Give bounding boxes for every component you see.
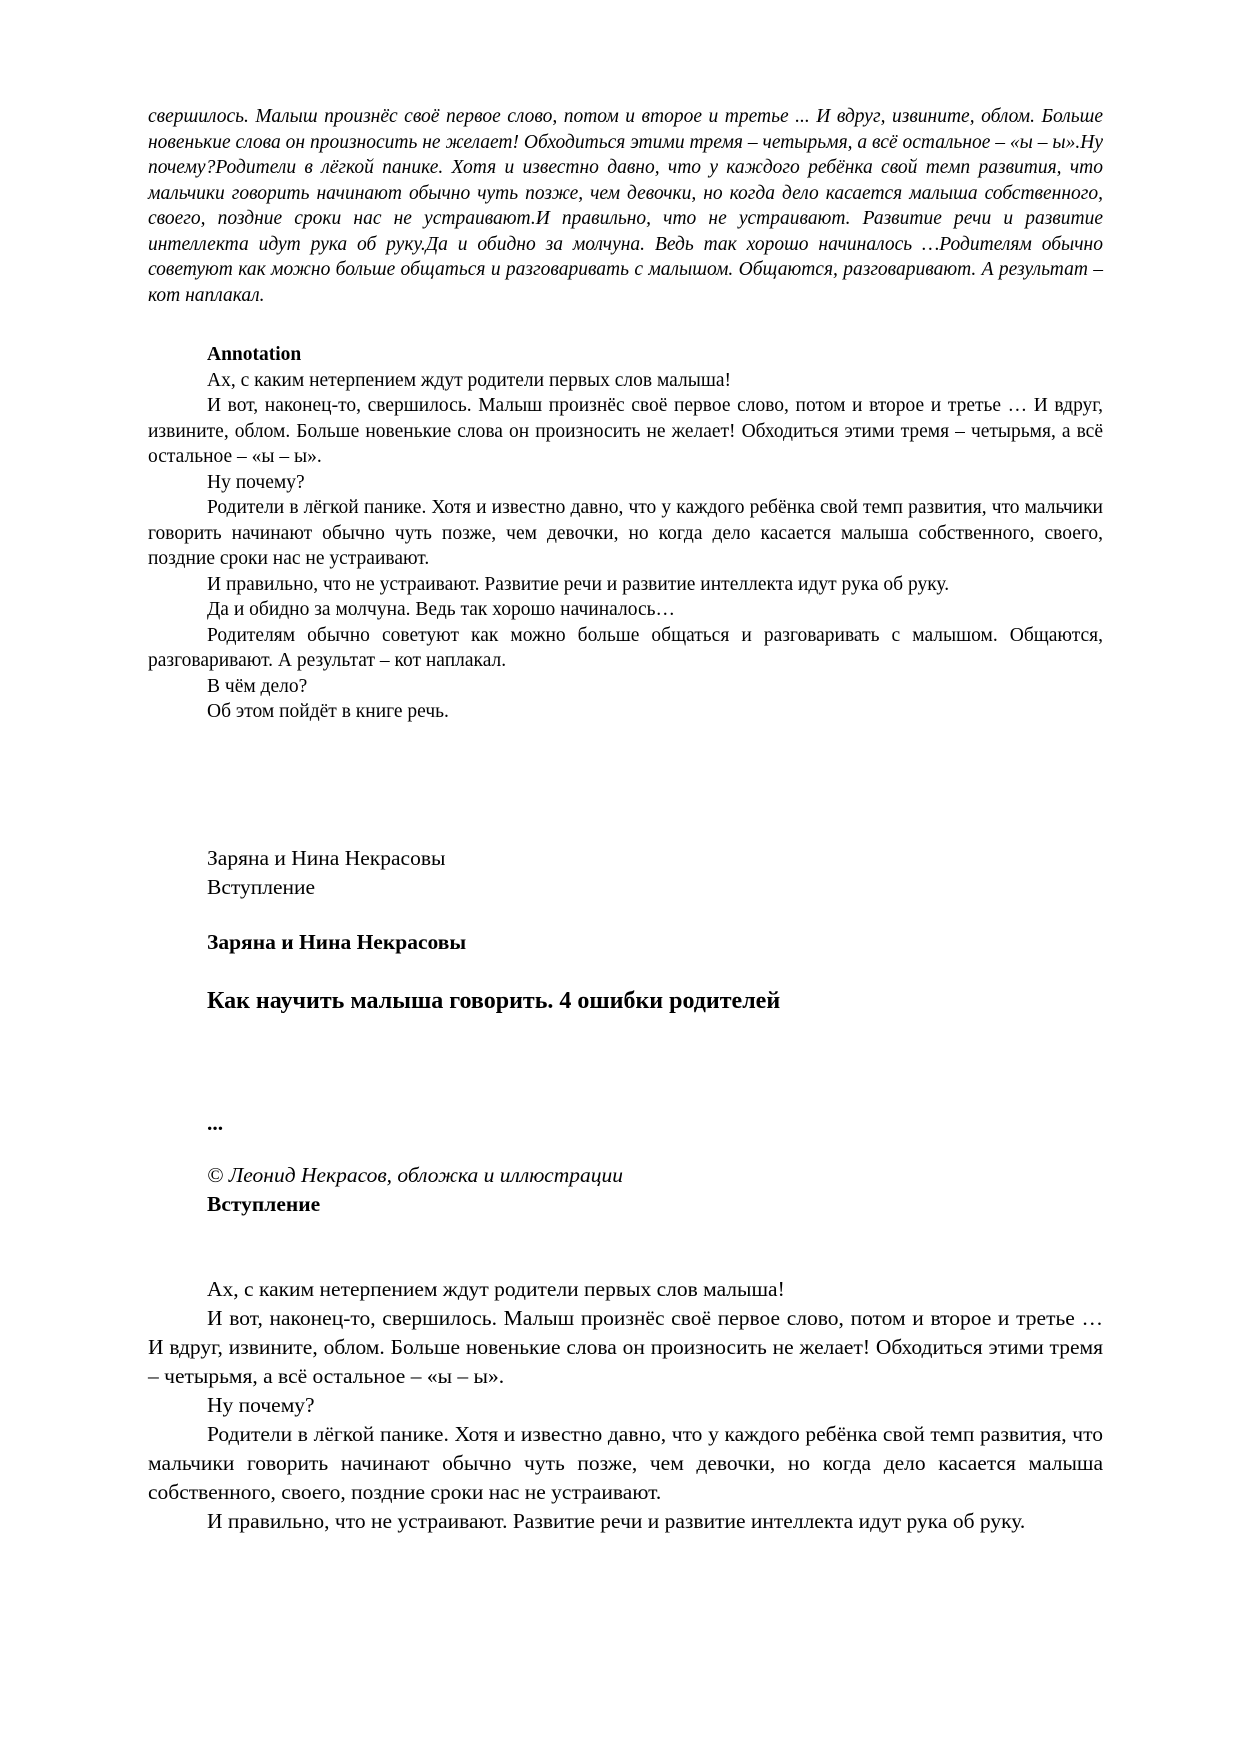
annotation-heading: Annotation <box>207 344 302 365</box>
copyright-line: © Леонид Некрасов, обложка и иллюстрации <box>207 1162 623 1187</box>
annotation-paragraph: Ну почему? <box>207 471 305 493</box>
annotation-paragraph: В чём дело? <box>207 675 308 697</box>
author-heading: Заряна и Нина Некрасовы <box>207 929 467 954</box>
section-separator: ... <box>207 1110 224 1135</box>
intro-paragraph: Ну почему? <box>207 1392 315 1417</box>
continuation-paragraph: свершилось. Малыш произнёс своё первое слово, потом и второе и третье ... И вдруг, извините, облом. Больше новенькие слова он произносить не желает! Обходиться этими тремя – четырьмя, а всё остальное – «ы – ы».Ну почему?Родители в лёгкой панике. Хотя и известно давно, что у каждого ребёнка свой темп развития, что мальчики говорить начинают обычно чуть позже, чем девочки, но когда дело касается малыша собственного, своего, поздние сроки нас не устраивают.И правильно, что не устраивают. Развитие речи и развитие интеллекта идут рука об руку.Да и обидно за молчуна. Ведь так хорошо начиналось …Родителям обычно советуют как можно больше общаться и разговаривать с малышом. Общаются, разговаривают. А результат – кот наплакал. <box>148 106 1103 306</box>
toc-author-line: Заряна и Нина Некрасовы <box>207 845 446 870</box>
intro-paragraph: И вот, наконец-то, свершилось. Малыш произнёс своё первое слово, потом и второе и третье … И вдруг, извините, облом. Больше новенькие слова он произносить не желает! Обходиться этими тремя – четырьмя, а всё остальное – «ы – ы». <box>148 1305 1103 1388</box>
intro-paragraph: Ах, с каким нетерпением ждут родители первых слов малыша! <box>207 1276 785 1301</box>
intro-paragraph: Родители в лёгкой панике. Хотя и известно давно, что у каждого ребёнка свой темп развития, что мальчики говорить начинают обычно чуть позже, чем девочки, но когда дело касается малыша собственного, своего, поздние сроки нас не устраивают. <box>148 1421 1103 1504</box>
intro-heading: Вступление <box>207 1191 321 1216</box>
annotation-paragraph: И вот, наконец-то, свершилось. Малыш произнёс своё первое слово, потом и второе и третье … И вдруг, извините, облом. Больше новенькие слова он произносить не желает! Обходиться этими тремя – четырьмя, а всё остальное – «ы – ы». <box>148 395 1103 467</box>
annotation-paragraph: И правильно, что не устраивают. Развитие речи и развитие интеллекта идут рука об руку. <box>207 573 950 595</box>
annotation-paragraph: Об этом пойдёт в книге речь. <box>207 701 449 722</box>
toc-section-line: Вступление <box>207 874 316 899</box>
intro-paragraph: И правильно, что не устраивают. Развитие речи и развитие интеллекта идут рука об руку. <box>207 1508 1026 1533</box>
annotation-paragraph: Ах, с каким нетерпением ждут родители первых слов малыша! <box>207 369 731 391</box>
annotation-paragraph: Да и обидно за молчуна. Ведь так хорошо начиналось… <box>207 599 676 620</box>
book-title-heading: Как научить малыша говорить. 4 ошибки родителей <box>207 987 781 1014</box>
annotation-paragraph: Родителям обычно советуют как можно больше общаться и разговаривать с малышом. Общаются, разговаривают. А результат – кот наплакал. <box>148 624 1103 671</box>
annotation-paragraph: Родители в лёгкой панике. Хотя и известно давно, что у каждого ребёнка свой темп развития, что мальчики говорить начинают обычно чуть позже, чем девочки, но когда дело касается малыша собственного, своего, поздние сроки нас не устраивают. <box>148 497 1103 569</box>
